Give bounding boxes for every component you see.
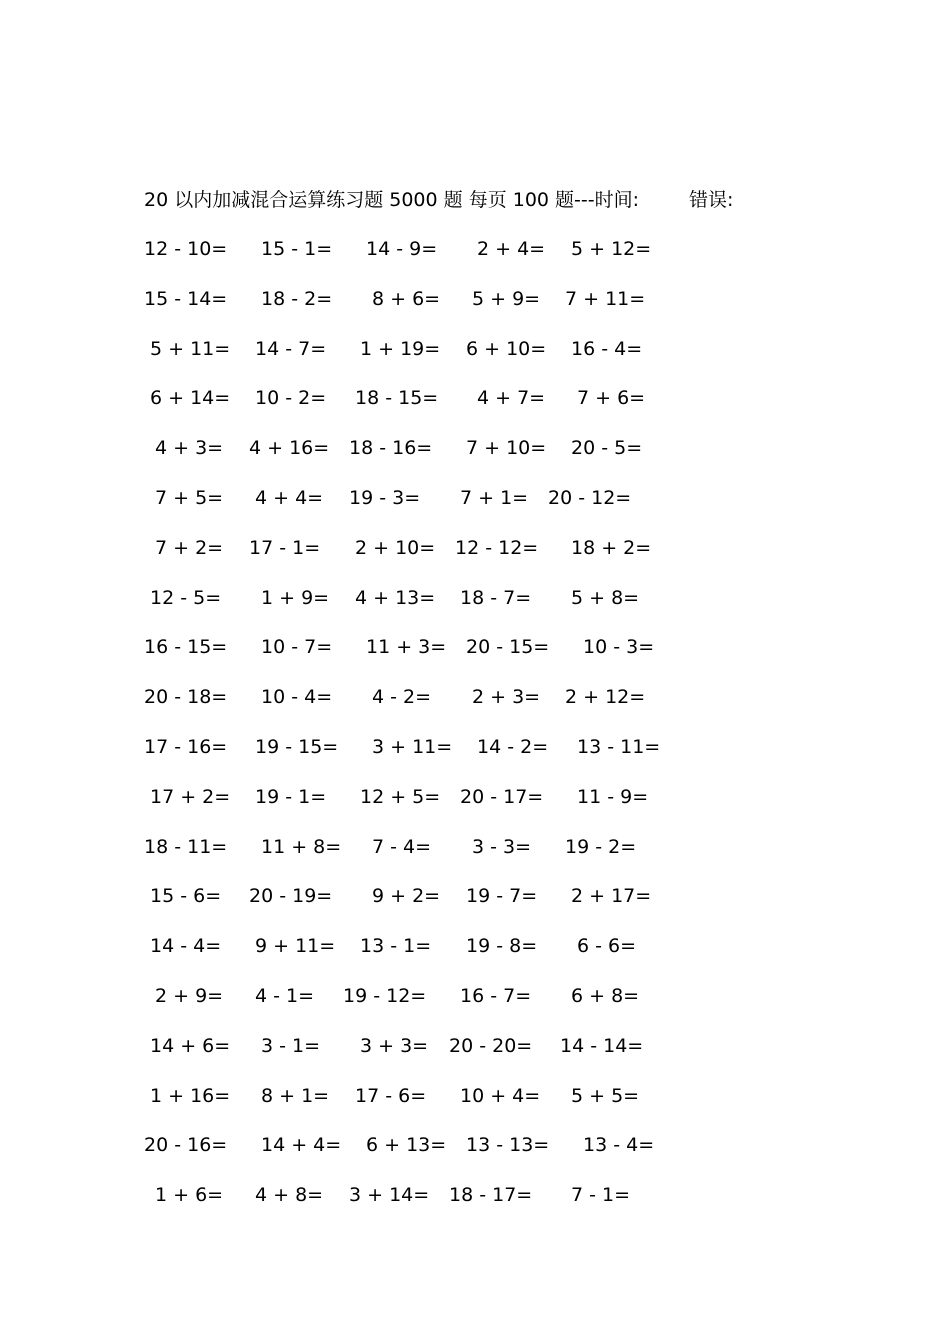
math-problem: 7 - 4=: [372, 835, 432, 858]
math-problem: 7 + 6=: [577, 387, 646, 410]
math-problem: 13 - 13=: [466, 1134, 550, 1157]
math-problem: 20 - 15=: [466, 636, 550, 659]
math-problem: 1 + 9=: [261, 586, 330, 609]
problem-row: [0, 234, 950, 264]
math-problem: 3 + 11=: [372, 736, 453, 758]
problem-row: [0, 682, 950, 712]
problem-row: [0, 931, 950, 961]
math-problem: 20 - 16=: [144, 1134, 228, 1157]
problem-row: [0, 732, 950, 762]
math-problem: 14 + 6=: [150, 1034, 231, 1057]
math-problem: 3 - 3=: [472, 835, 532, 858]
math-problem: 19 - 15=: [255, 736, 339, 758]
math-problem: 18 - 7=: [460, 586, 532, 609]
math-problem: 6 + 8=: [571, 985, 640, 1007]
math-problem: 7 + 5=: [155, 487, 224, 509]
math-problem: 18 - 15=: [355, 387, 439, 410]
math-problem: 12 - 10=: [144, 238, 228, 260]
math-problem: 4 + 13=: [355, 586, 436, 609]
math-problem: 20 - 18=: [144, 686, 228, 709]
math-problem: 8 + 1=: [261, 1084, 330, 1107]
math-problem: 2 + 9=: [155, 985, 224, 1007]
math-problem: 10 - 3=: [583, 636, 655, 659]
problem-row: [0, 533, 950, 563]
math-problem: 5 + 8=: [571, 586, 640, 609]
math-problem: 14 - 14=: [560, 1034, 644, 1057]
math-problem: 4 + 16=: [249, 437, 330, 460]
math-problem: 5 + 5=: [571, 1084, 640, 1107]
math-problem: 9 + 11=: [255, 935, 336, 958]
math-problem: 2 + 17=: [571, 885, 652, 908]
math-problem: 1 + 16=: [150, 1084, 231, 1107]
math-problem: 4 + 3=: [155, 437, 224, 460]
math-problem: 14 - 9=: [366, 238, 438, 260]
math-problem: 17 - 1=: [249, 536, 321, 559]
math-problem: 19 - 7=: [466, 885, 538, 908]
worksheet-header: [144, 186, 734, 214]
math-problem: 6 + 13=: [366, 1134, 447, 1157]
math-problem: 4 + 4=: [255, 487, 324, 509]
problem-row: [0, 383, 950, 413]
math-problem: 14 - 4=: [150, 935, 222, 958]
math-problem: 5 + 12=: [571, 238, 652, 260]
math-problem: 18 - 2=: [261, 287, 333, 310]
math-problem: 7 + 2=: [155, 536, 224, 559]
math-problem: 7 + 10=: [466, 437, 547, 460]
math-problem: 7 - 1=: [571, 1184, 631, 1207]
math-problem: 10 - 7=: [261, 636, 333, 659]
math-problem: 19 - 1=: [255, 785, 327, 808]
problem-row: [0, 981, 950, 1011]
math-problem: 10 - 2=: [255, 387, 327, 410]
math-problem: 9 + 2=: [372, 885, 441, 908]
problem-row: [0, 1130, 950, 1160]
math-problem: 10 + 4=: [460, 1084, 541, 1107]
math-problem: 14 + 4=: [261, 1134, 342, 1157]
math-problem: 4 - 2=: [372, 686, 432, 709]
problem-row: [0, 1081, 950, 1111]
math-problem: 15 - 1=: [261, 238, 333, 260]
math-problem: 20 - 19=: [249, 885, 333, 908]
math-problem: 6 - 6=: [577, 935, 637, 958]
math-problem: 11 + 8=: [261, 835, 342, 858]
problem-row: [0, 1180, 950, 1210]
problem-row: [0, 632, 950, 662]
math-problem: 15 - 6=: [150, 885, 222, 908]
math-problem: 1 + 6=: [155, 1184, 224, 1207]
math-problem: 20 - 12=: [548, 487, 632, 509]
problem-row: [0, 782, 950, 812]
math-problem: 19 - 12=: [343, 985, 427, 1007]
math-problem: 7 + 1=: [460, 487, 529, 509]
math-problem: 10 - 4=: [261, 686, 333, 709]
problem-row: [0, 583, 950, 613]
math-problem: 11 + 3=: [366, 636, 447, 659]
math-problem: 16 - 15=: [144, 636, 228, 659]
math-problem: 20 - 20=: [449, 1034, 533, 1057]
math-problem: 12 - 12=: [455, 536, 539, 559]
math-problem: 4 - 1=: [255, 985, 315, 1007]
math-problem: 18 - 16=: [349, 437, 433, 460]
problem-row: [0, 832, 950, 862]
math-problem: 14 - 2=: [477, 736, 549, 758]
math-problem: 13 - 1=: [360, 935, 432, 958]
math-problem: 5 + 11=: [150, 337, 231, 360]
problem-row: [0, 1031, 950, 1061]
math-problem: 6 + 14=: [150, 387, 231, 410]
math-problem: 19 - 8=: [466, 935, 538, 958]
math-problem: 2 + 3=: [472, 686, 541, 709]
problem-row: [0, 284, 950, 314]
math-problem: 4 + 7=: [477, 387, 546, 410]
math-problem: 8 + 6=: [372, 287, 441, 310]
math-problem: 16 - 7=: [460, 985, 532, 1007]
errors-label: 错误:: [689, 189, 734, 211]
problem-row: [0, 433, 950, 463]
math-problem: 13 - 4=: [583, 1134, 655, 1157]
math-problem: 6 + 10=: [466, 337, 547, 360]
math-problem: 17 - 6=: [355, 1084, 427, 1107]
math-problem: 20 - 5=: [571, 437, 643, 460]
math-problem: 7 + 11=: [565, 287, 646, 310]
problem-row: [0, 881, 950, 911]
math-problem: 17 + 2=: [150, 785, 231, 808]
math-problem: 19 - 3=: [349, 487, 421, 509]
math-problem: 18 - 11=: [144, 835, 228, 858]
math-problem: 3 + 3=: [360, 1034, 429, 1057]
problem-row: [0, 334, 950, 364]
math-problem: 1 + 19=: [360, 337, 441, 360]
problem-row: [0, 483, 950, 513]
math-problem: 2 + 4=: [477, 238, 546, 260]
math-problem: 2 + 12=: [565, 686, 646, 709]
math-problem: 3 - 1=: [261, 1034, 321, 1057]
math-problem: 11 - 9=: [577, 785, 649, 808]
math-problem: 12 - 5=: [150, 586, 222, 609]
math-problem: 5 + 9=: [472, 287, 541, 310]
math-problem: 17 - 16=: [144, 736, 228, 758]
math-problem: 2 + 10=: [355, 536, 436, 559]
math-problem: 12 + 5=: [360, 785, 441, 808]
math-problem: 19 - 2=: [565, 835, 637, 858]
math-problem: 16 - 4=: [571, 337, 643, 360]
math-problem: 14 - 7=: [255, 337, 327, 360]
worksheet-title: 20 以内加减混合运算练习题 5000 题 每页 100 题---时间:: [144, 189, 640, 211]
math-problem: 20 - 17=: [460, 785, 544, 808]
math-problem: 4 + 8=: [255, 1184, 324, 1207]
math-problem: 15 - 14=: [144, 287, 228, 310]
math-problem: 13 - 11=: [577, 736, 661, 758]
math-problem: 18 + 2=: [571, 536, 652, 559]
math-problem: 3 + 14=: [349, 1184, 430, 1207]
math-problem: 18 - 17=: [449, 1184, 533, 1207]
